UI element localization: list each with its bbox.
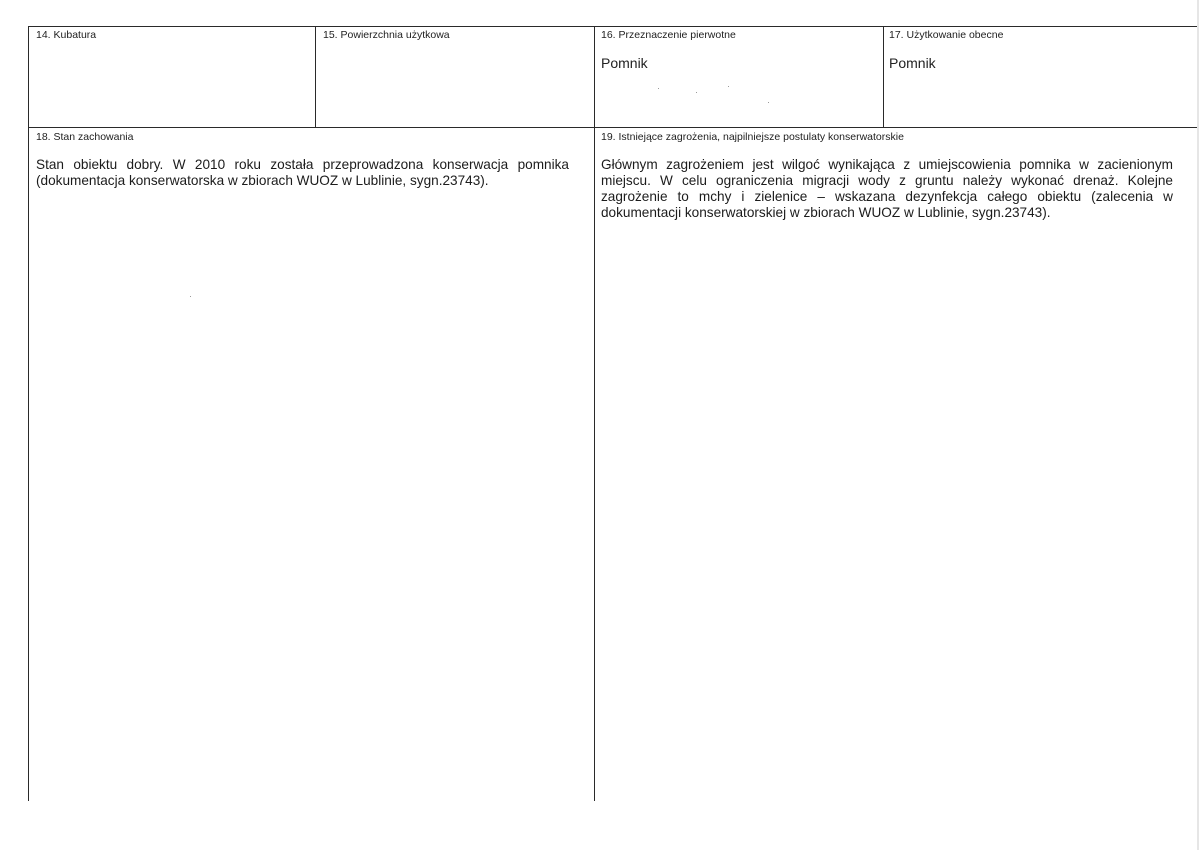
threats-text bbox=[601, 157, 1173, 221]
center-divider bbox=[594, 26, 595, 801]
usable-area-label: 15. Powierzchnia użytkowa bbox=[323, 29, 450, 41]
condition-text bbox=[36, 157, 569, 189]
cubature-label: 14. Kubatura bbox=[36, 29, 97, 41]
divider-14-15 bbox=[315, 26, 316, 128]
scan-speck bbox=[696, 92, 697, 93]
threats-paragraph: Głównym zagrożeniem jest wilgoć wynikająca z umiejscowienia pomnika w zacienionym miejscu. W celu ograniczenia migracji wody z gruntu należy wykonać drenaż. Kolejne zagrożenie to mchy i zielenice – wskazana dezynfekcja całego obiektu (zalecenia w dokumentacji konserwatorskiej w zbiorach WUOZ w Lublinie, sygn.23743). bbox=[601, 157, 1173, 220]
scan-speck bbox=[768, 102, 769, 103]
original-purpose-value: Pomnik bbox=[601, 55, 648, 71]
monument-record-card bbox=[28, 26, 1199, 801]
scan-speck bbox=[728, 86, 729, 87]
current-use-value: Pomnik bbox=[889, 55, 936, 71]
current-use-label: 17. Użytkowanie obecne bbox=[889, 29, 1004, 41]
condition-label: 18. Stan zachowania bbox=[36, 131, 134, 143]
original-purpose-label: 16. Przeznaczenie pierwotne bbox=[601, 29, 736, 41]
condition-paragraph: Stan obiektu dobry. W 2010 roku została przeprowadzona konserwacja pomnika (dokumentacja konserwatorska w zbiorach WUOZ w Lublinie, sygn.23743). bbox=[36, 157, 569, 188]
top-border bbox=[28, 26, 1199, 27]
threats-label: 19. Istniejące zagrożenia, najpilniejsze postulaty konserwatorskie bbox=[601, 131, 904, 143]
left-border bbox=[28, 26, 29, 801]
row-divider bbox=[28, 127, 1199, 128]
scan-speck bbox=[190, 296, 191, 297]
scan-speck bbox=[658, 88, 659, 89]
divider-16-17 bbox=[883, 26, 884, 128]
